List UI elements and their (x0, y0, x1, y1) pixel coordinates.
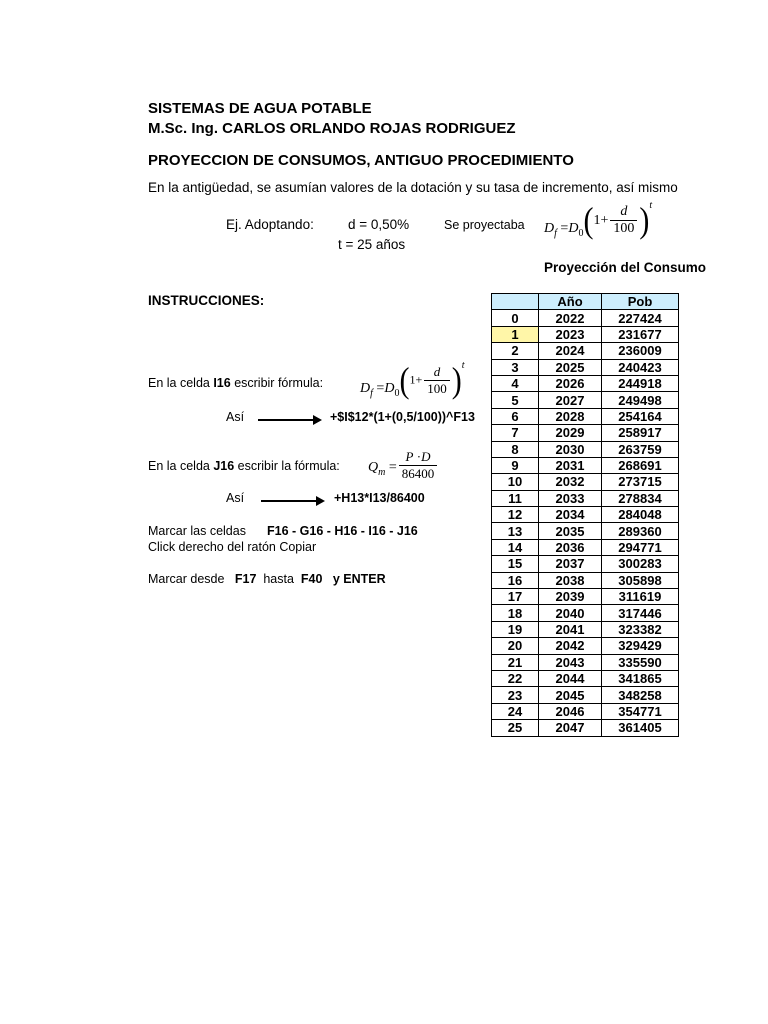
table-cell-population: 329429 (602, 638, 679, 654)
formula2-text: +H13*I13/86400 (334, 491, 425, 505)
table-cell-year: 2036 (539, 539, 602, 555)
table-cell-index: 17 (492, 589, 539, 605)
table-row (492, 326, 679, 342)
table-cell-population: 227424 (602, 310, 679, 326)
arrow-right-icon (261, 500, 317, 502)
table-cell-year: 2039 (539, 589, 602, 605)
table-cell-population: 244918 (602, 375, 679, 391)
table-row (492, 474, 679, 490)
table-cell-population: 278834 (602, 490, 679, 506)
table-cell-index: 24 (492, 703, 539, 719)
table-cell-index: 1 (492, 326, 539, 342)
table-row (492, 654, 679, 670)
projection-label: Se proyectaba (444, 218, 525, 232)
projection-title: Proyección del Consumo (544, 260, 707, 275)
t-value: t = 25 años (338, 237, 406, 252)
table-cell-index: 11 (492, 490, 539, 506)
table-cell-population: 361405 (602, 720, 679, 736)
table-cell-year: 2038 (539, 572, 602, 588)
mark-cells-list: F16 - G16 - H16 - I16 - J16 (267, 524, 418, 538)
table-cell-year: 2033 (539, 490, 602, 506)
table-cell-population: 273715 (602, 474, 679, 490)
table-cell-index: 9 (492, 457, 539, 473)
step1-text: En la celda I16 escribir fórmula: (148, 376, 324, 390)
table-cell-index: 16 (492, 572, 539, 588)
table-cell-index: 22 (492, 670, 539, 686)
step2-text: En la celda J16 escribir la fórmula: (148, 459, 340, 473)
table-cell-population: 231677 (602, 326, 679, 342)
instructions-title: INSTRUCCIONES: (148, 293, 265, 308)
table-cell-index: 10 (492, 474, 539, 490)
table-row (492, 375, 679, 391)
table-row (492, 523, 679, 539)
mark-range-text: Marcar desde F17 hasta F40 y ENTER (148, 572, 386, 586)
right-click-text: Click derecho del ratón Copiar (148, 540, 317, 554)
table-cell-population: 254164 (602, 408, 679, 424)
table-row (492, 310, 679, 326)
table-cell-index: 20 (492, 638, 539, 654)
table-row (492, 605, 679, 621)
table-row (492, 408, 679, 424)
table-cell-year: 2034 (539, 507, 602, 523)
table-cell-year: 2035 (539, 523, 602, 539)
table-row (492, 589, 679, 605)
table-cell-year: 2026 (539, 375, 602, 391)
table-cell-population: 341865 (602, 670, 679, 686)
arrow-right-icon (258, 419, 314, 421)
table-row (492, 572, 679, 588)
formula1-text: +$I$12*(1+(0,5/100))^F13 (330, 410, 475, 424)
table-cell-year: 2042 (539, 638, 602, 654)
table-cell-index: 23 (492, 687, 539, 703)
table-cell-index: 18 (492, 605, 539, 621)
table-cell-population: 236009 (602, 343, 679, 359)
table-cell-population: 289360 (602, 523, 679, 539)
table-cell-population: 300283 (602, 556, 679, 572)
table-row (492, 507, 679, 523)
table-row (492, 490, 679, 506)
column-header-population: Pob (602, 294, 679, 310)
example-label: Ej. Adoptando: (226, 217, 314, 232)
table-cell-year: 2040 (539, 605, 602, 621)
table-cell-year: 2028 (539, 408, 602, 424)
table-cell-index: 2 (492, 343, 539, 359)
table-cell-year: 2044 (539, 670, 602, 686)
table-cell-year: 2046 (539, 703, 602, 719)
flow-formula: $Q_m$ = $\frac{P \cdot D}{86400}$ (368, 449, 439, 482)
table-row (492, 687, 679, 703)
table-cell-index: 7 (492, 425, 539, 441)
table-row (492, 720, 679, 736)
table-cell-year: 2029 (539, 425, 602, 441)
table-cell-population: 249498 (602, 392, 679, 408)
table-cell-population: 294771 (602, 539, 679, 555)
author-line: M.Sc. Ing. CARLOS ORLANDO ROJAS RODRIGUEZ (148, 120, 516, 137)
table-row (492, 670, 679, 686)
table-row (492, 621, 679, 637)
document-title: SISTEMAS DE AGUA POTABLE (148, 100, 372, 117)
intro-text: En la antigüedad, se asumían valores de la dotación y su tasa de incremento, así mismo (148, 180, 678, 195)
table-cell-year: 2045 (539, 687, 602, 703)
table-cell-year: 2027 (539, 392, 602, 408)
table-row (492, 556, 679, 572)
column-header-year: Año (539, 294, 602, 310)
table-cell-population: 258917 (602, 425, 679, 441)
table-cell-index: 25 (492, 720, 539, 736)
table-cell-year: 2037 (539, 556, 602, 572)
dotation-formula-step1: $D_f =D_0(1+$ $\frac{d}{100}$ )$^t$ (360, 359, 465, 400)
table-cell-population: 305898 (602, 572, 679, 588)
table-cell-population: 311619 (602, 589, 679, 605)
table-cell-index: 13 (492, 523, 539, 539)
table-cell-year: 2047 (539, 720, 602, 736)
table-cell-year: 2032 (539, 474, 602, 490)
table-cell-year: 2023 (539, 326, 602, 342)
table-cell-year: 2043 (539, 654, 602, 670)
section-title: PROYECCION DE CONSUMOS, ANTIGUO PROCEDIMIENTO (148, 152, 574, 169)
table-cell-index: 21 (492, 654, 539, 670)
table-cell-year: 2025 (539, 359, 602, 375)
table-cell-year: 2041 (539, 621, 602, 637)
table-row (492, 359, 679, 375)
table-row (492, 457, 679, 473)
table-row (492, 539, 679, 555)
table-cell-population: 335590 (602, 654, 679, 670)
table-row (492, 392, 679, 408)
table-cell-population: 323382 (602, 621, 679, 637)
table-cell-index: 6 (492, 408, 539, 424)
table-cell-year: 2024 (539, 343, 602, 359)
table-cell-index: 8 (492, 441, 539, 457)
table-cell-index: 19 (492, 621, 539, 637)
d-value: d = 0,50% (348, 217, 410, 232)
table-row (492, 441, 679, 457)
table-cell-year: 2031 (539, 457, 602, 473)
table-cell-year: 2022 (539, 310, 602, 326)
table-row (492, 425, 679, 441)
table-row (492, 343, 679, 359)
dotation-formula-top: $D_f =D_0(1+$ $\frac{d}{100}$ )$^t$ (544, 199, 653, 240)
table-cell-population: 268691 (602, 457, 679, 473)
table-cell-index: 14 (492, 539, 539, 555)
table-row (492, 638, 679, 654)
column-header-index (492, 294, 539, 310)
table-cell-index: 0 (492, 310, 539, 326)
mark-cells-label: Marcar las celdas (148, 524, 246, 538)
table-row (492, 703, 679, 719)
table-cell-year: 2030 (539, 441, 602, 457)
table-cell-index: 4 (492, 375, 539, 391)
table-cell-population: 240423 (602, 359, 679, 375)
table-cell-index: 15 (492, 556, 539, 572)
asi-label-1: Así (226, 410, 245, 424)
table-cell-population: 284048 (602, 507, 679, 523)
table-cell-population: 348258 (602, 687, 679, 703)
table-cell-population: 263759 (602, 441, 679, 457)
table-cell-population: 354771 (602, 703, 679, 719)
table-cell-population: 317446 (602, 605, 679, 621)
table-header-row (492, 294, 679, 310)
table-cell-index: 12 (492, 507, 539, 523)
projection-table (491, 293, 679, 737)
asi-label-2: Así (226, 491, 245, 505)
table-cell-index: 3 (492, 359, 539, 375)
table-cell-index: 5 (492, 392, 539, 408)
